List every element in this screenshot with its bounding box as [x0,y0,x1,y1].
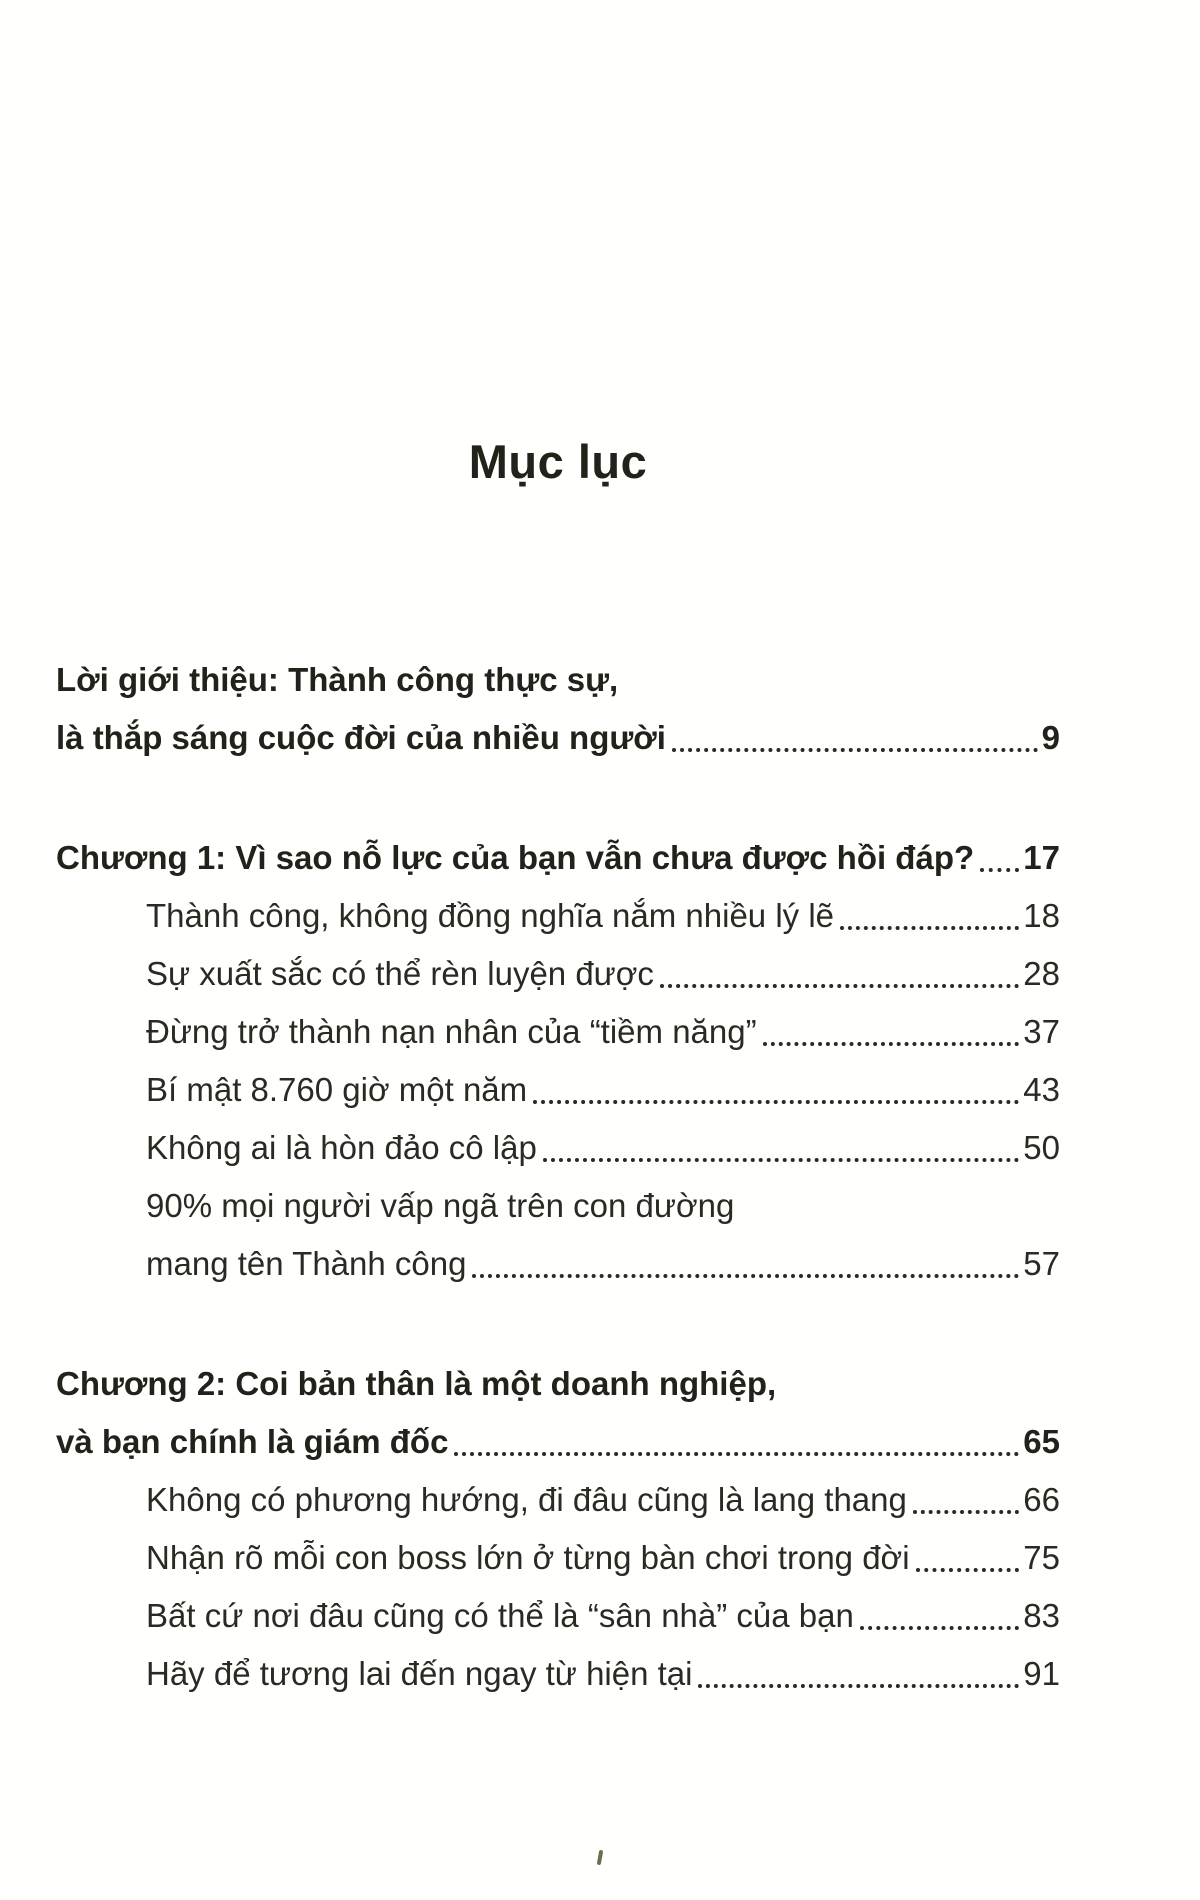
toc-line [56,1587,1060,1645]
toc-line [56,1003,1060,1061]
page-number: 66 [1023,1481,1060,1518]
dot-leader [860,1626,1019,1630]
toc-line [56,829,1060,887]
toc-line [56,651,1060,709]
page-number: 9 [1041,719,1060,756]
toc-entry [56,1003,1060,1061]
toc-entry [56,1119,1060,1177]
dot-leader [472,1274,1019,1278]
page-number: 75 [1023,1539,1060,1576]
toc-entry-text: Bất cứ nơi đâu cũng có thể là “sân nhà” của bạn [146,1597,854,1634]
toc-line [56,945,1060,1003]
toc-line [56,1061,1060,1119]
toc-line [56,1119,1060,1177]
page-number: 37 [1023,1013,1060,1050]
dot-leader [980,868,1019,872]
toc-entry [56,1529,1060,1587]
toc-list [56,651,1060,1703]
toc-line [56,1355,1060,1413]
toc-entry-text: Không có phương hướng, đi đâu cũng là lang thang [146,1481,907,1518]
toc-entry-text: và bạn chính là giám đốc [56,1423,449,1460]
dot-leader [916,1568,1020,1572]
toc-line [56,1529,1060,1587]
toc-entry-text: 90% mọi người vấp ngã trên con đường [146,1187,735,1224]
toc-entry-text: là thắp sáng cuộc đời của nhiều người [56,719,666,756]
content-column [56,0,1060,1703]
dot-leader [533,1100,1019,1104]
toc-entry [56,1587,1060,1645]
page-number: 83 [1023,1597,1060,1634]
toc-entry-text: Thành công, không đồng nghĩa nắm nhiều lý lẽ [146,897,835,934]
page-number: 91 [1023,1655,1060,1692]
page-number: 17 [1023,839,1060,876]
toc-line [56,1413,1060,1471]
toc-entry [56,829,1060,887]
toc-line [56,709,1060,767]
toc-entry-text: Sự xuất sắc có thể rèn luyện được [146,955,654,992]
toc-entry-text: Chương 2: Coi bản thân là một doanh nghiệp, [56,1365,777,1402]
toc-entry-text: Hãy để tương lai đến ngay từ hiện tại [146,1655,693,1692]
toc-line [56,1645,1060,1703]
dot-leader [763,1042,1020,1046]
dot-leader [672,748,1038,752]
toc-entry [56,1645,1060,1703]
toc-entry-text: Lời giới thiệu: Thành công thực sự, [56,661,619,698]
toc-entry [56,1061,1060,1119]
page-number: 18 [1023,897,1060,934]
toc-entry [56,651,1060,767]
toc-entry-text: Chương 1: Vì sao nỗ lực của bạn vẫn chưa được hồi đáp? [56,839,975,876]
toc-entry-text: mang tên Thành công [146,1245,467,1282]
stray-print-mark [597,1850,604,1865]
page-number: 57 [1023,1245,1060,1282]
dot-leader [840,926,1019,930]
page-number: 50 [1023,1129,1060,1166]
dot-leader [543,1158,1019,1162]
toc-entry-text: Đừng trở thành nạn nhân của “tiềm năng” [146,1013,757,1050]
toc-entry-text: Không ai là hòn đảo cô lập [146,1129,537,1166]
dot-leader [454,1452,1019,1456]
toc-entry [56,1471,1060,1529]
toc-entry-text: Nhận rõ mỗi con boss lớn ở từng bàn chơi trong đời [146,1539,910,1576]
dot-leader [698,1684,1019,1688]
page-number: 43 [1023,1071,1060,1108]
page-number: 28 [1023,955,1060,992]
dot-leader [913,1510,1019,1514]
toc-entry-text: Bí mật 8.760 giờ một năm [146,1071,528,1108]
dot-leader [660,984,1019,988]
toc-entry [56,1355,1060,1471]
toc-line [56,1177,1060,1235]
toc-line [56,1471,1060,1529]
page-title: Mục lục [468,435,648,488]
toc-entry [56,945,1060,1003]
toc-entry [56,1177,1060,1293]
toc-line [56,887,1060,945]
toc-line [56,1235,1060,1293]
page-number: 65 [1023,1423,1060,1460]
toc-entry [56,887,1060,945]
